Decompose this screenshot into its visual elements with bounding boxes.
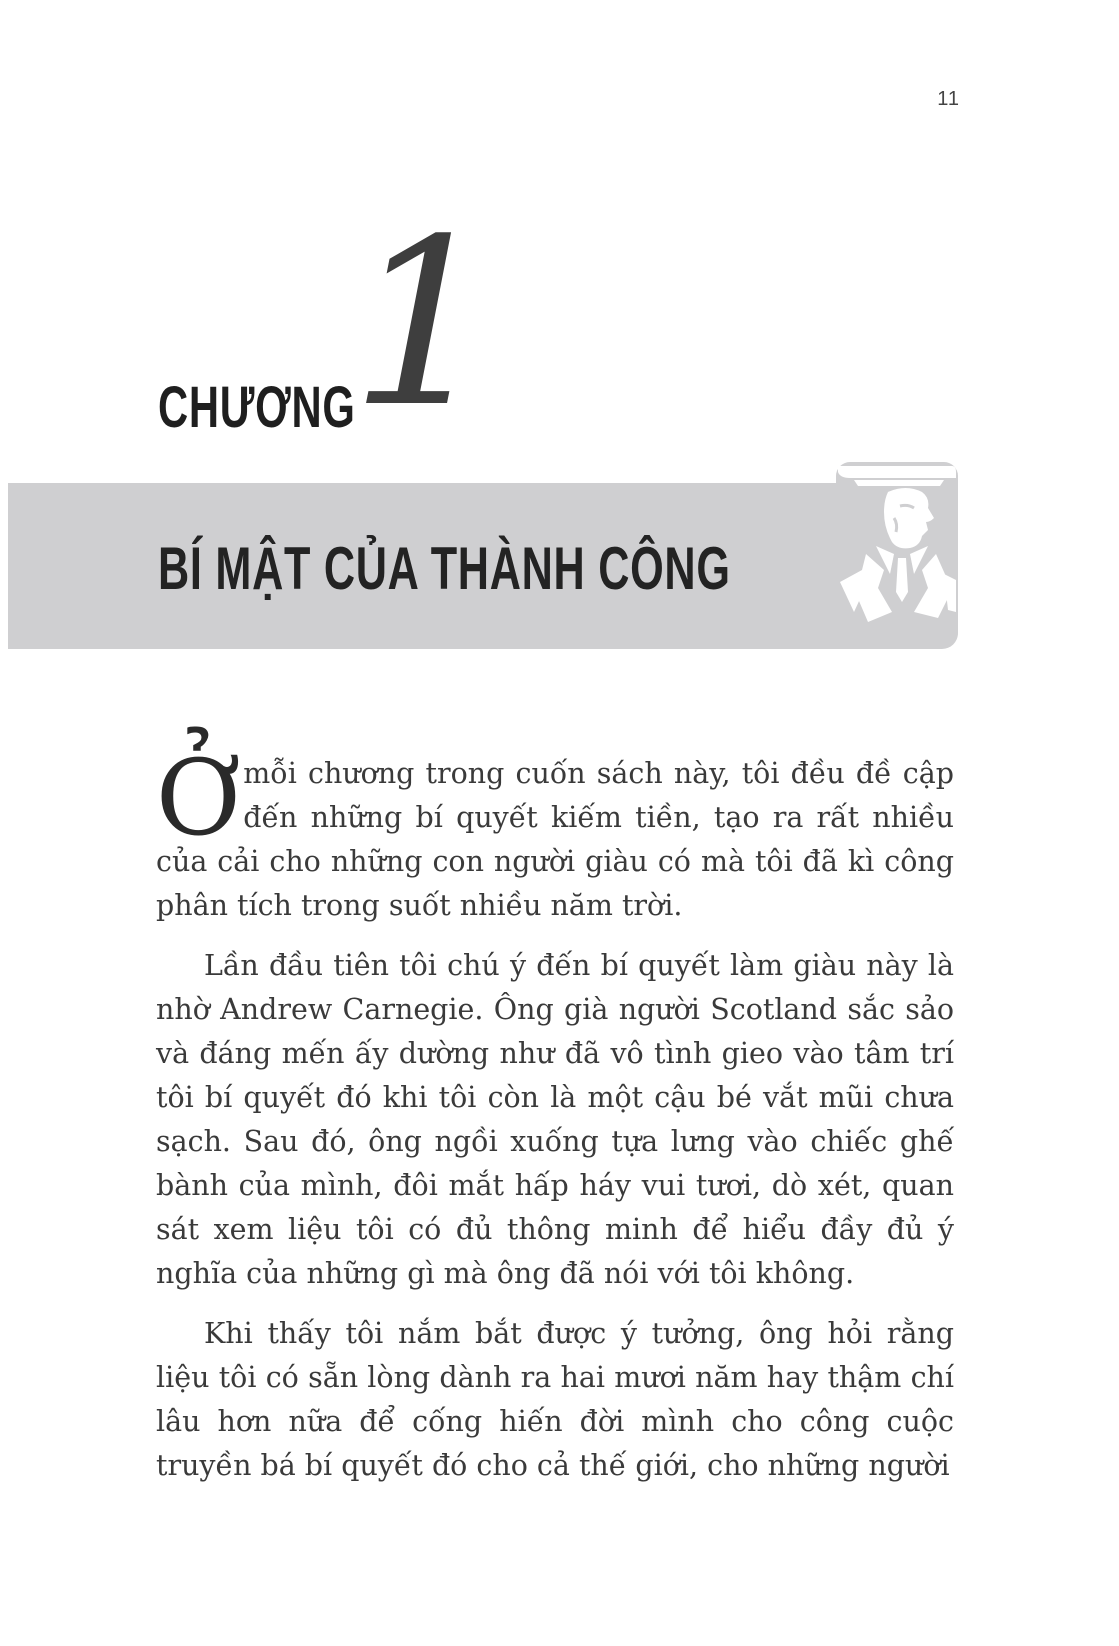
paragraph-1-text: mỗi chương trong cuốn sách này, tôi đều đề cập đến những bí quyết kiếm tiền, tạo ra rất nhiều của cải cho những con người giàu có mà tôi đã kì công phân tích trong suốt nhiều năm trời. (156, 757, 954, 922)
chapter-number: 1 (350, 191, 497, 458)
author-portrait-icon (832, 462, 958, 632)
chapter-title: BÍ MẬT CỦA THÀNH CÔNG (158, 535, 731, 602)
page-number: 11 (937, 88, 960, 110)
drop-cap: Ở (156, 737, 242, 859)
paragraph-2: Lần đầu tiên tôi chú ý đến bí quyết làm giàu này là nhờ Andrew Carnegie. Ông già người Scotland sắc sảo và đáng mến ấy dường như đã vô tình gieo vào tâm trí tôi bí quyết đó khi tôi còn là một cậu bé vắt mũi chưa sạch. Sau đó, ông ngồi xuống tựa lưng vào chiếc ghế bành của mình, đôi mắt hấp háy vui tươi, dò xét, quan sát xem liệu tôi có đủ thông minh để hiểu đầy đủ ý nghĩa của những gì mà ông đã nói với tôi không. (156, 949, 954, 1290)
paragraph-1 (156, 737, 954, 928)
chapter-label: CHƯƠNG (158, 375, 356, 440)
paragraph-3: Khi thấy tôi nắm bắt được ý tưởng, ông hỏi rằng liệu tôi có sẵn lòng dành ra hai mươi năm hay thậm chí lâu hơn nữa để cống hiến đời mình cho công cuộc truyền bá bí quyết đó cho cả thế giới, cho những người (156, 1317, 954, 1482)
body-text (156, 737, 954, 1504)
